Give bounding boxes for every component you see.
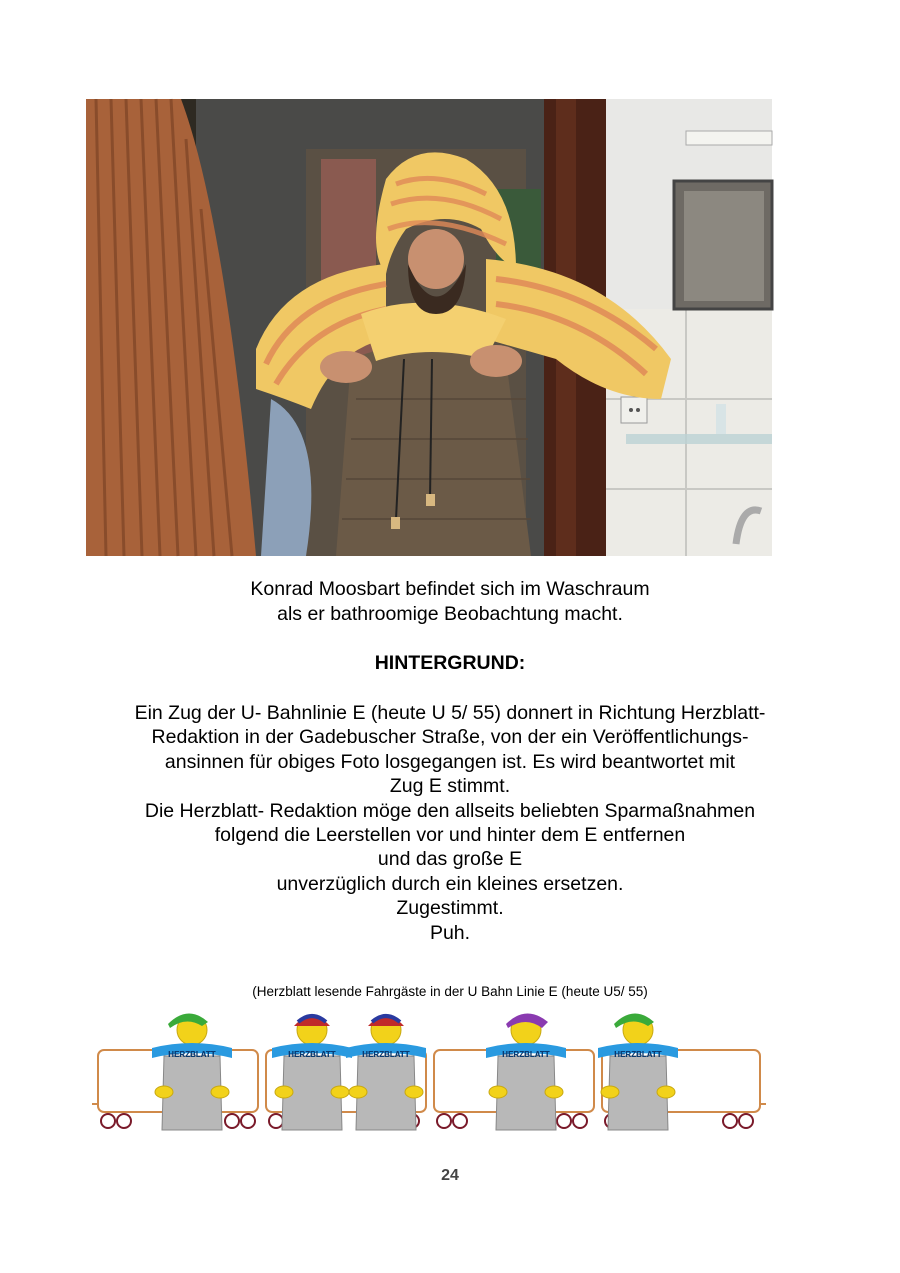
- caption-line-1: Konrad Moosbart befindet sich im Waschraum: [250, 578, 650, 600]
- body-line: Ein Zug der U- Bahnlinie E (heute U 5/ 55) donnert in Richtung Herzblatt-: [134, 702, 766, 724]
- page-number: 24: [441, 1167, 459, 1184]
- body-line: und das große E: [377, 848, 523, 871]
- photo-caption: [0, 577, 900, 627]
- newspaper-label: HERZBLATT: [362, 1050, 410, 1059]
- body-line: Puh.: [429, 921, 471, 944]
- newspaper-label: HERZBLATT: [168, 1050, 216, 1059]
- body-line: folgend die Leerstellen vor und hinter dem E entfernen: [214, 824, 686, 847]
- newspaper-label: HERZBLATT: [614, 1050, 662, 1059]
- train-car: [266, 1015, 426, 1130]
- body-line: Zug E stimmt.: [389, 775, 511, 798]
- body-line: unverzüglich durch ein kleines ersetzen.: [276, 872, 624, 895]
- passenger: [272, 1015, 352, 1130]
- photo-illustration: [86, 99, 772, 556]
- body-line: Zugestimmt.: [396, 897, 504, 920]
- train-illustration: HERZBLATT HERZBLATT HERZBLATT HERZBLATT HERZBLATT HERZBLATT: [90, 1000, 770, 1140]
- body-line: Die Herzblatt- Redaktion möge den allseits beliebten Sparmaßnahmen: [144, 799, 756, 822]
- body-text: [0, 701, 900, 945]
- newspaper-label: HERZBLATT: [288, 1050, 336, 1059]
- train-car: [92, 1013, 258, 1130]
- train-car: [434, 1013, 594, 1130]
- caption-line-2: als er bathroomige Beobachtung macht.: [277, 603, 623, 625]
- passenger: [152, 1013, 232, 1130]
- body-line: ansinnen für obiges Foto losgegangen ist. Es wird beantwortet mit: [164, 750, 736, 773]
- passenger: [598, 1013, 678, 1130]
- train-car: [598, 1013, 766, 1130]
- photo: [86, 99, 772, 556]
- body-line: Redaktion in der Gadebuscher Straße, von der ein Veröffentlichungs-: [151, 726, 749, 749]
- train-caption: (Herzblatt lesende Fahrgäste in der U Bahn Linie E (heute U5/ 55): [252, 984, 648, 999]
- passenger: [346, 1015, 426, 1130]
- section-heading: HINTERGRUND:: [374, 652, 526, 674]
- passenger: [486, 1013, 566, 1130]
- newspaper-label: HERZBLATT: [502, 1050, 550, 1059]
